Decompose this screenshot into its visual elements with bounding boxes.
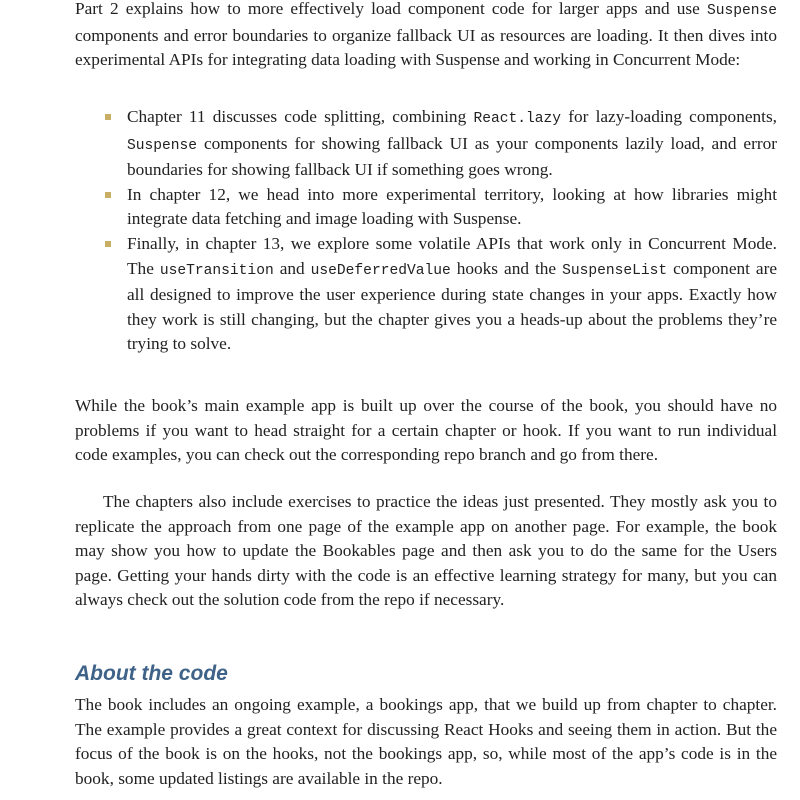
code-suspense: Suspense [706, 3, 777, 19]
bullet-chapter-12 [75, 183, 777, 232]
bullet-text: component are all designed to improve the user experience during state changes in your apps. Exactly how they work is still changing, but the chapter gives you a heads-up about the problems they’re trying to solve. [127, 258, 778, 354]
square-bullet-icon [105, 192, 111, 198]
bullet-text: Finally, in chapter 13, we explore some volatile APIs that work only in Concurrent Mode. The [127, 233, 777, 278]
section-heading: About the code [75, 662, 228, 685]
square-bullet-icon [105, 241, 111, 247]
about-code-paragraph: The book includes an ongoing example, a bookings app, that we build up from chapter to chapter. The example provides a great context for discussing React Hooks and seeing them in action. But the focus of the book is on the hooks, not the bookings app, so, while most of the app’s code is in the book, some updated listings are available in the repo. [75, 695, 777, 788]
bullet-chapter-11 [75, 105, 777, 183]
code-suspense-list: SuspenseList [562, 262, 668, 279]
bullet-text: for lazy-loading components, [561, 107, 777, 126]
bullet-text: hooks and the [450, 258, 563, 278]
bullet-text: and [273, 258, 311, 278]
bullet-text: components for showing fallback UI as your components lazily load, and error boundaries for showing fallback UI if something goes wrong. [127, 133, 777, 180]
square-bullet-icon [105, 114, 111, 120]
bullet-text: In chapter 12, we head into more experimental territory, looking at how libraries might integrate data fetching and image loading with Suspense. [127, 184, 777, 229]
code-react-lazy: React.lazy [473, 111, 562, 127]
main-app-paragraph: While the book’s main example app is built up over the course of the book, you should have no problems if you want to head straight for a certain chapter or hook. If you want to run individual code examples, you can check out the corresponding repo branch and go from there. [75, 396, 777, 465]
bullet-chapter-13 [75, 232, 777, 357]
intro-text-1: Part 2 explains how to more effectively load component code for larger apps and use [75, 0, 707, 18]
code-use-deferred-value: useDeferredValue [310, 262, 451, 279]
intro-paragraph [75, 0, 777, 73]
exercises-paragraph: The chapters also include exercises to practice the ideas just presented. They mostly ask you to replicate the approach from one page of the example app on another page. For example, the book may show you how to update the Bookables page and then ask you to do the same for the Users page. Getting your hands dirty with the code is an effective learning strategy for many, but you can always check out the solution code from the repo if necessary. [75, 492, 777, 610]
code-suspense: Suspense [127, 137, 198, 154]
intro-text-2: components and error boundaries to organize fallback UI as resources are loading. It then dives into experimental APIs for integrating data loading with Suspense and working in Concurrent Mode: [75, 25, 777, 70]
bullet-text: Chapter 11 discusses code splitting, combining [127, 107, 474, 126]
code-use-transition: useTransition [159, 262, 274, 279]
chapter-bullet-list [75, 105, 777, 357]
